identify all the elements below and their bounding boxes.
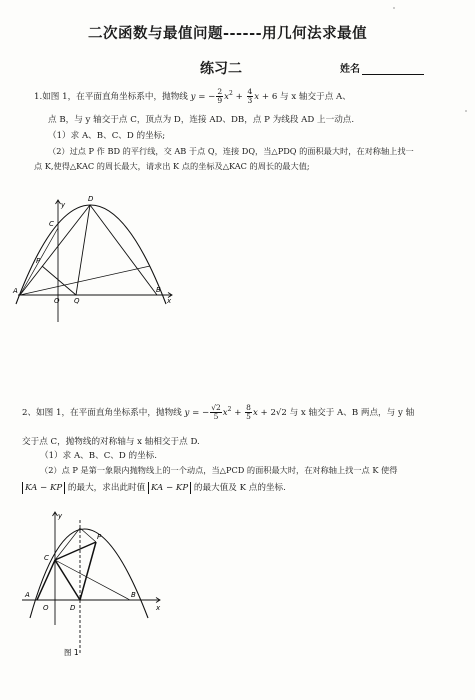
fig2-PD — [80, 542, 96, 600]
fig1-label-C: C — [49, 220, 54, 228]
name-label: 姓名 — [340, 64, 360, 75]
fig1-DQ — [76, 205, 90, 295]
fig2-label-P: P — [97, 533, 102, 541]
fig1-label-y: y — [61, 201, 66, 209]
p2-abs-expr-1: KA − KP — [22, 482, 65, 494]
p2-line1-start: 2、如图 1，在平面直角坐标系中，抛物线 — [22, 408, 182, 418]
fig2-CB — [55, 560, 130, 600]
fig1-parabola — [16, 205, 166, 304]
fig2-CD — [55, 560, 80, 600]
p2-q2: （2）点 P 是第一象限内抛物线上的一个动点，当△PCD 的面积最大时，在对称轴上找一点 K 使得 — [40, 465, 398, 475]
fig1-label-x: x — [167, 297, 172, 305]
p2-line1: 2、如图 1，在平面直角坐标系中，抛物线 y = − $\frac{√2}{5}$ $x^2$ + $\frac{8}{5}$ x + 2√2 与 x 轴交于 A、B 两点，与 y 轴 — [22, 403, 415, 421]
fig2-label-D: D — [70, 604, 76, 612]
fig1-label-P: P — [36, 257, 41, 265]
fig1-label-D: D — [88, 195, 94, 203]
fig2-caption: 图 1 — [64, 648, 79, 657]
p1-q2b: 点 K,使得△KAC 的周长最大，请求出 K 点的坐标及△KAC 的周长的最大值; — [34, 161, 310, 171]
fig2-KP — [80, 528, 96, 542]
p2-frac-a: $\frac{√2}{5}$ — [211, 403, 221, 421]
p2-q2b-mid: 的最大，求出此时值 — [67, 483, 146, 493]
p2-abs-expr-2: KA − KP — [148, 482, 191, 494]
p1-q2: （2）过点 P 作 BD 的平行线，交 AB 于点 Q，连接 DQ，当△PDQ 的面积最大时，在对称轴上找一 — [48, 146, 414, 156]
fig1-PQ — [42, 266, 76, 295]
scan-speck — [465, 110, 467, 112]
fig1-label-O: O — [54, 297, 60, 305]
p1-line1-end: 与 x 轴交于点 A、 — [280, 92, 351, 102]
fig2-label-x: x — [156, 604, 161, 612]
fig2-label-O: O — [43, 604, 49, 612]
p2-q2b-end: 的最大值及 K 点的坐标. — [193, 483, 286, 493]
page-title: 二次函数与最值问题------用几何法求最值 — [88, 25, 368, 42]
fig1-label-B: B — [156, 286, 161, 294]
p1-line1-start: 1.如图 1，在平面直角坐标系中，抛物线 — [34, 92, 188, 102]
fig2-label-A: A — [25, 591, 30, 599]
p2-frac-b: $\frac{8}{5}$ — [246, 403, 251, 421]
fig2-AC — [37, 560, 55, 600]
p1-q1: （1）求 A、B、C、D 的坐标; — [48, 131, 166, 141]
p2-q2b — [22, 482, 286, 494]
fig2-label-B: B — [131, 591, 136, 599]
fig2-label-y: y — [58, 512, 63, 520]
subtitle: 练习二 — [200, 61, 242, 77]
fig1-DB — [90, 205, 157, 295]
p2-line1-end: 与 x 轴交于 A、B 两点，与 y 轴 — [289, 408, 415, 418]
fig1-label-A: A — [13, 287, 18, 295]
p1-line1: 1.如图 1，在平面直角坐标系中，抛物线 y = − $\frac{2}{9}$ $x^2$ + $\frac{4}{3}$ x + 6 与 x 轴交于点 A、 — [34, 87, 351, 105]
p1-frac-b: $\frac{4}{3}$ — [247, 87, 253, 105]
p2-line2: 交于点 C，抛物线的对称轴与 x 轴相交于点 D. — [22, 437, 200, 447]
p2-q1: （1）求 A、B、C、D 的坐标. — [40, 451, 157, 461]
fig1-label-Q: Q — [74, 297, 80, 305]
scan-speck — [393, 7, 395, 9]
p1-frac-a: $\frac{2}{9}$ — [217, 87, 223, 105]
fig2-label-C: C — [44, 554, 49, 562]
p1-line2: 点 B，与 y 轴交于点 C，顶点为 D，连接 AD、DB，点 P 为线段 AD 上一动点. — [48, 115, 355, 125]
